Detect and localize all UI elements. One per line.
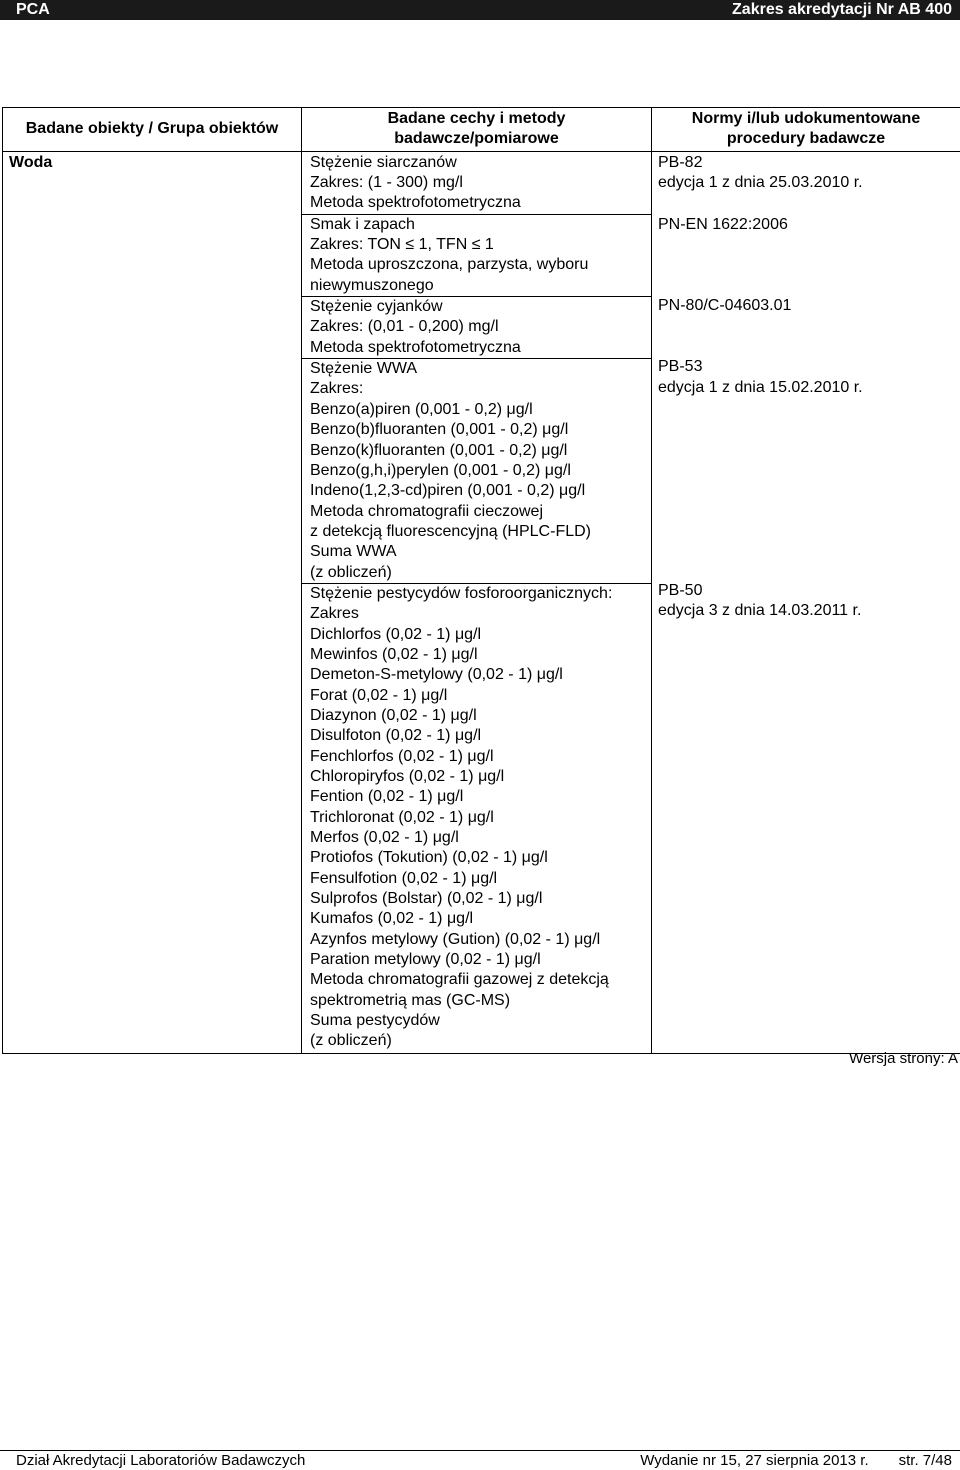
- method-line: Benzo(a)piren (0,001 - 0,2) μg/l: [310, 400, 533, 418]
- method-line: Sulprofos (Bolstar) (0,02 - 1) μg/l: [310, 890, 543, 908]
- methods-cell: [302, 151, 652, 1053]
- method-line: (z obliczeń): [310, 563, 392, 581]
- method-line: Suma pestycydów: [310, 1012, 440, 1030]
- object-name: Woda: [9, 153, 53, 171]
- method-line: Metoda spektrofotometryczna: [310, 194, 521, 212]
- method-group: [302, 358, 651, 583]
- norm-line: edycja 1 z dnia 15.02.2010 r.: [658, 378, 863, 396]
- norms-cell: [652, 151, 960, 1053]
- method-line: Paration metylowy (0,02 - 1) μg/l: [310, 951, 541, 969]
- method-group: [302, 296, 651, 358]
- method-line: Azynfos metylowy (Gution) (0,02 - 1) μg/l: [310, 930, 601, 948]
- methods-list: [302, 153, 651, 1052]
- method-line: Dichlorfos (0,02 - 1) μg/l: [310, 625, 482, 643]
- norm-group: [652, 580, 960, 1048]
- method-line: (z obliczeń): [310, 1032, 392, 1050]
- norm-group: [652, 356, 960, 580]
- page-header: [0, 0, 960, 20]
- footer-edition: Wydanie nr 15, 27 sierpnia 2013 r.: [640, 1452, 869, 1469]
- method-line: spektrometrią mas (GC-MS): [310, 991, 511, 1009]
- norm-line: PB-50: [658, 582, 703, 600]
- norm-group: [652, 214, 960, 295]
- method-line: Zakres: (1 - 300) mg/l: [310, 174, 463, 192]
- method-line: Benzo(g,h,i)perylen (0,001 - 0,2) μg/l: [310, 461, 571, 479]
- method-group: [302, 214, 651, 296]
- table-row: [3, 151, 960, 1053]
- method-line: Diazynon (0,02 - 1) μg/l: [310, 706, 477, 724]
- norm-line: edycja 1 z dnia 25.03.2010 r.: [658, 174, 863, 192]
- method-line: Metoda spektrofotometryczna: [310, 338, 521, 356]
- method-line: Zakres: (0,01 - 0,200) mg/l: [310, 318, 499, 336]
- method-line: Benzo(k)fluoranten (0,001 - 0,2) μg/l: [310, 441, 568, 459]
- method-line: Mewinfos (0,02 - 1) μg/l: [310, 645, 478, 663]
- method-group: [302, 153, 651, 214]
- accreditation-table: [2, 107, 960, 1054]
- method-line: Metoda chromatografii gazowej z detekcją: [310, 971, 609, 989]
- method-line: Fenchlorfos (0,02 - 1) μg/l: [310, 747, 494, 765]
- header-norms: Normy i/lub udokumentowane procedury badawcze: [652, 108, 960, 152]
- norm-line: PB-53: [658, 358, 703, 376]
- method-group: [302, 583, 651, 1052]
- header-left: PCA: [16, 1, 50, 18]
- footer-page-number: str. 7/48: [898, 1452, 952, 1469]
- method-line: Disulfoton (0,02 - 1) μg/l: [310, 727, 482, 745]
- method-line: Indeno(1,2,3-cd)piren (0,001 - 0,2) μg/l: [310, 482, 586, 500]
- object-cell: [3, 151, 302, 1053]
- method-line: z detekcją fluorescencyjną (HPLC-FLD): [310, 522, 591, 540]
- norms-list: [652, 153, 960, 1048]
- header-objects: Badane obiekty / Grupa obiektów: [3, 108, 302, 152]
- method-line: niewymuszonego: [310, 276, 434, 294]
- table-header-row: [3, 108, 960, 152]
- method-line: Zakres: [310, 605, 359, 623]
- method-line: Stężenie siarczanów: [310, 153, 457, 171]
- norm-line: PB-82: [658, 153, 703, 171]
- norm-group: [652, 295, 960, 356]
- method-line: Demeton-S-metylowy (0,02 - 1) μg/l: [310, 666, 563, 684]
- norm-line: PN-EN 1622:2006: [658, 215, 788, 233]
- method-line: Stężenie cyjanków: [310, 298, 443, 316]
- method-line: Benzo(b)fluoranten (0,001 - 0,2) μg/l: [310, 421, 569, 439]
- method-line: Trichloronat (0,02 - 1) μg/l: [310, 808, 494, 826]
- method-line: Zakres:: [310, 380, 364, 398]
- method-line: Fensulfotion (0,02 - 1) μg/l: [310, 869, 498, 887]
- method-line: Metoda uproszczona, parzysta, wyboru: [310, 256, 589, 274]
- method-line: Zakres: TON ≤ 1, TFN ≤ 1: [310, 236, 494, 254]
- method-line: Suma WWA: [310, 543, 397, 561]
- method-line: Metoda chromatografii cieczowej: [310, 502, 543, 520]
- method-line: Stężenie WWA: [310, 360, 417, 378]
- method-line: Stężenie pestycydów fosforoorganicznych:: [310, 584, 613, 602]
- page-footer: [0, 1450, 960, 1470]
- method-line: Kumafos (0,02 - 1) μg/l: [310, 910, 474, 928]
- norm-line: edycja 3 z dnia 14.03.2011 r.: [658, 602, 862, 620]
- method-line: Chloropiryfos (0,02 - 1) μg/l: [310, 768, 505, 785]
- method-line: Fention (0,02 - 1) μg/l: [310, 788, 464, 806]
- header-right: Zakres akredytacji Nr AB 400: [732, 1, 952, 18]
- method-line: Forat (0,02 - 1) μg/l: [310, 686, 448, 704]
- header-methods: Badane cechy i metody badawcze/pomiarowe: [302, 108, 652, 152]
- page-version: Wersja strony: A: [849, 1050, 958, 1067]
- method-line: Merfos (0,02 - 1) μg/l: [310, 829, 459, 847]
- method-line: Smak i zapach: [310, 215, 415, 233]
- method-line: Protiofos (Tokution) (0,02 - 1) μg/l: [310, 849, 548, 867]
- norm-group: [652, 153, 960, 214]
- norm-line: PN-80/C-04603.01: [658, 297, 792, 315]
- footer-department: Dział Akredytacji Laboratoriów Badawczych: [16, 1452, 306, 1469]
